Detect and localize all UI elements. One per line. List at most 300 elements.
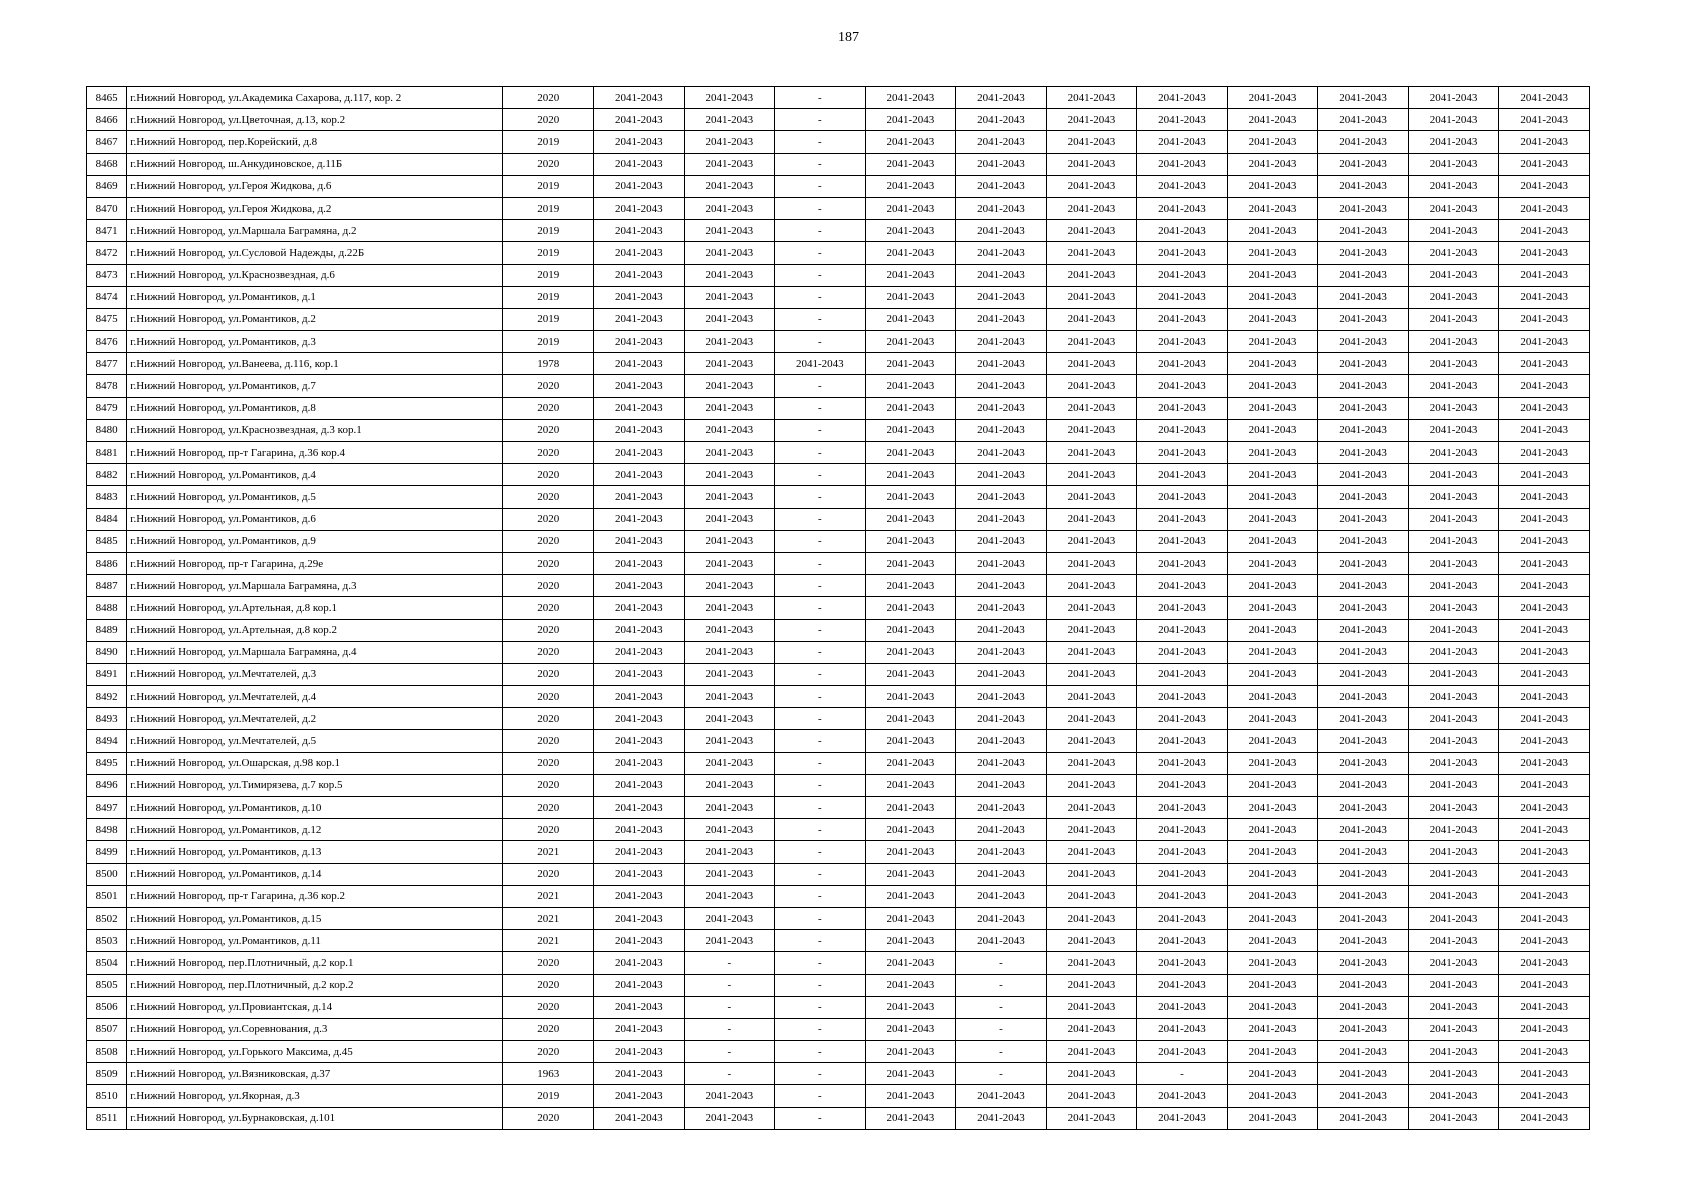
cell-period-col-1: 2041-2043 xyxy=(594,930,685,952)
cell-period-col-8: 2041-2043 xyxy=(1227,153,1318,175)
cell-period-col-4: 2041-2043 xyxy=(865,841,956,863)
cell-period-col-11: 2041-2043 xyxy=(1499,996,1590,1018)
cell-period-col-3: - xyxy=(775,397,866,419)
cell-address: г.Нижний Новгород, ул.Сусловой Надежды, д.22Б xyxy=(127,242,503,264)
cell-period-col-8: 2041-2043 xyxy=(1227,730,1318,752)
cell-period-col-4: 2041-2043 xyxy=(865,419,956,441)
cell-period-col-1: 2041-2043 xyxy=(594,508,685,530)
cell-period-col-4: 2041-2043 xyxy=(865,1063,956,1085)
cell-period-col-1: 2041-2043 xyxy=(594,730,685,752)
cell-period-col-3: - xyxy=(775,197,866,219)
cell-period-col-4: 2041-2043 xyxy=(865,907,956,929)
cell-period-col-4: 2041-2043 xyxy=(865,774,956,796)
cell-period-col-1: 2041-2043 xyxy=(594,708,685,730)
cell-period-col-10: 2041-2043 xyxy=(1408,530,1499,552)
cell-period-col-4: 2041-2043 xyxy=(865,353,956,375)
cell-period-col-3: - xyxy=(775,996,866,1018)
table-row xyxy=(87,597,1590,619)
cell-period-col-7: 2041-2043 xyxy=(1137,530,1228,552)
cell-period-col-8: 2041-2043 xyxy=(1227,797,1318,819)
cell-period-col-3: - xyxy=(775,930,866,952)
cell-period-col-11: 2041-2043 xyxy=(1499,1107,1590,1129)
cell-period-col-1: 2041-2043 xyxy=(594,1041,685,1063)
cell-period-col-1: 2041-2043 xyxy=(594,797,685,819)
cell-period-col-6: 2041-2043 xyxy=(1046,841,1137,863)
cell-period-col-7: 2041-2043 xyxy=(1137,375,1228,397)
cell-period-col-6: 2041-2043 xyxy=(1046,442,1137,464)
cell-period-col-5: 2041-2043 xyxy=(956,907,1047,929)
cell-period-col-6: 2041-2043 xyxy=(1046,530,1137,552)
cell-address: г.Нижний Новгород, ул.Романтиков, д.9 xyxy=(127,530,503,552)
cell-period-col-7: 2041-2043 xyxy=(1137,841,1228,863)
cell-address: г.Нижний Новгород, ул.Ошарская, д.98 кор.1 xyxy=(127,752,503,774)
cell-period-col-4: 2041-2043 xyxy=(865,619,956,641)
cell-period-col-1: 2041-2043 xyxy=(594,197,685,219)
cell-period-col-10: 2041-2043 xyxy=(1408,508,1499,530)
cell-year: 2019 xyxy=(503,264,594,286)
cell-period-col-7: 2041-2043 xyxy=(1137,153,1228,175)
cell-period-col-11: 2041-2043 xyxy=(1499,708,1590,730)
cell-period-col-7: 2041-2043 xyxy=(1137,619,1228,641)
cell-period-col-6: 2041-2043 xyxy=(1046,752,1137,774)
cell-year: 2020 xyxy=(503,797,594,819)
table-row xyxy=(87,197,1590,219)
table-row xyxy=(87,131,1590,153)
cell-period-col-11: 2041-2043 xyxy=(1499,575,1590,597)
cell-period-col-4: 2041-2043 xyxy=(865,397,956,419)
cell-address: г.Нижний Новгород, ул.Маршала Баграмяна, д.2 xyxy=(127,220,503,242)
table-row xyxy=(87,663,1590,685)
cell-row-number: 8480 xyxy=(87,419,127,441)
cell-period-col-2: 2041-2043 xyxy=(684,885,775,907)
cell-period-col-6: 2041-2043 xyxy=(1046,730,1137,752)
cell-period-col-7: 2041-2043 xyxy=(1137,87,1228,109)
cell-period-col-10: 2041-2043 xyxy=(1408,841,1499,863)
table-row xyxy=(87,264,1590,286)
cell-row-number: 8502 xyxy=(87,907,127,929)
cell-period-col-6: 2041-2043 xyxy=(1046,597,1137,619)
cell-period-col-6: 2041-2043 xyxy=(1046,619,1137,641)
cell-period-col-7: 2041-2043 xyxy=(1137,1107,1228,1129)
cell-address: г.Нижний Новгород, ул.Романтиков, д.13 xyxy=(127,841,503,863)
cell-period-col-6: 2041-2043 xyxy=(1046,1018,1137,1040)
cell-period-col-8: 2041-2043 xyxy=(1227,885,1318,907)
cell-period-col-6: 2041-2043 xyxy=(1046,486,1137,508)
cell-period-col-8: 2041-2043 xyxy=(1227,774,1318,796)
cell-period-col-8: 2041-2043 xyxy=(1227,974,1318,996)
cell-year: 2020 xyxy=(503,530,594,552)
cell-period-col-1: 2041-2043 xyxy=(594,175,685,197)
cell-period-col-4: 2041-2043 xyxy=(865,197,956,219)
cell-period-col-11: 2041-2043 xyxy=(1499,863,1590,885)
cell-period-col-9: 2041-2043 xyxy=(1318,242,1409,264)
cell-address: г.Нижний Новгород, ул.Тимирязева, д.7 кор.5 xyxy=(127,774,503,796)
cell-period-col-8: 2041-2043 xyxy=(1227,530,1318,552)
cell-period-col-2: 2041-2043 xyxy=(684,1085,775,1107)
cell-period-col-5: 2041-2043 xyxy=(956,486,1047,508)
cell-period-col-7: 2041-2043 xyxy=(1137,797,1228,819)
cell-year: 2020 xyxy=(503,641,594,663)
cell-period-col-3: - xyxy=(775,663,866,685)
cell-row-number: 8491 xyxy=(87,663,127,685)
cell-period-col-3: - xyxy=(775,419,866,441)
cell-period-col-3: - xyxy=(775,797,866,819)
cell-row-number: 8483 xyxy=(87,486,127,508)
cell-period-col-9: 2041-2043 xyxy=(1318,264,1409,286)
cell-period-col-2: 2041-2043 xyxy=(684,375,775,397)
table-row xyxy=(87,486,1590,508)
cell-period-col-8: 2041-2043 xyxy=(1227,286,1318,308)
cell-period-col-10: 2041-2043 xyxy=(1408,819,1499,841)
table-row xyxy=(87,442,1590,464)
cell-period-col-6: 2041-2043 xyxy=(1046,464,1137,486)
cell-address: г.Нижний Новгород, ул.Провиантская, д.14 xyxy=(127,996,503,1018)
cell-period-col-3: - xyxy=(775,220,866,242)
cell-period-col-4: 2041-2043 xyxy=(865,464,956,486)
cell-address: г.Нижний Новгород, ул.Академика Сахарова, д.117, кор. 2 xyxy=(127,87,503,109)
cell-period-col-10: 2041-2043 xyxy=(1408,1018,1499,1040)
cell-address: г.Нижний Новгород, ул.Романтиков, д.6 xyxy=(127,508,503,530)
cell-period-col-3: - xyxy=(775,597,866,619)
cell-period-col-4: 2041-2043 xyxy=(865,242,956,264)
cell-period-col-3: - xyxy=(775,264,866,286)
cell-period-col-5: 2041-2043 xyxy=(956,819,1047,841)
cell-period-col-2: - xyxy=(684,952,775,974)
cell-period-col-11: 2041-2043 xyxy=(1499,464,1590,486)
cell-period-col-4: 2041-2043 xyxy=(865,552,956,574)
cell-period-col-9: 2041-2043 xyxy=(1318,109,1409,131)
table-row xyxy=(87,397,1590,419)
cell-period-col-9: 2041-2043 xyxy=(1318,708,1409,730)
cell-period-col-5: 2041-2043 xyxy=(956,863,1047,885)
cell-period-col-9: 2041-2043 xyxy=(1318,1085,1409,1107)
cell-row-number: 8494 xyxy=(87,730,127,752)
cell-period-col-11: 2041-2043 xyxy=(1499,686,1590,708)
cell-period-col-6: 2041-2043 xyxy=(1046,131,1137,153)
cell-period-col-10: 2041-2043 xyxy=(1408,552,1499,574)
cell-period-col-2: 2041-2043 xyxy=(684,419,775,441)
cell-period-col-4: 2041-2043 xyxy=(865,1085,956,1107)
cell-row-number: 8507 xyxy=(87,1018,127,1040)
cell-period-col-2: 2041-2043 xyxy=(684,686,775,708)
cell-period-col-6: 2041-2043 xyxy=(1046,87,1137,109)
cell-row-number: 8509 xyxy=(87,1063,127,1085)
cell-period-col-4: 2041-2043 xyxy=(865,863,956,885)
cell-period-col-1: 2041-2043 xyxy=(594,286,685,308)
cell-period-col-11: 2041-2043 xyxy=(1499,552,1590,574)
cell-period-col-4: 2041-2043 xyxy=(865,1107,956,1129)
cell-address: г.Нижний Новгород, ул.Романтиков, д.1 xyxy=(127,286,503,308)
cell-period-col-11: 2041-2043 xyxy=(1499,419,1590,441)
cell-period-col-9: 2041-2043 xyxy=(1318,308,1409,330)
cell-period-col-1: 2041-2043 xyxy=(594,353,685,375)
cell-period-col-9: 2041-2043 xyxy=(1318,952,1409,974)
cell-period-col-6: 2041-2043 xyxy=(1046,375,1137,397)
cell-year: 2020 xyxy=(503,686,594,708)
cell-address: г.Нижний Новгород, ш.Анкудиновское, д.11Б xyxy=(127,153,503,175)
cell-period-col-8: 2041-2043 xyxy=(1227,308,1318,330)
cell-year: 2020 xyxy=(503,663,594,685)
cell-period-col-5: 2041-2043 xyxy=(956,552,1047,574)
cell-period-col-5: 2041-2043 xyxy=(956,641,1047,663)
cell-year: 2020 xyxy=(503,774,594,796)
cell-period-col-9: 2041-2043 xyxy=(1318,1041,1409,1063)
cell-period-col-3: - xyxy=(775,486,866,508)
cell-period-col-6: 2041-2043 xyxy=(1046,197,1137,219)
cell-address: г.Нижний Новгород, ул.Цветочная, д.13, кор.2 xyxy=(127,109,503,131)
table-row xyxy=(87,708,1590,730)
cell-period-col-5: 2041-2043 xyxy=(956,686,1047,708)
cell-period-col-3: - xyxy=(775,1041,866,1063)
cell-period-col-7: 2041-2043 xyxy=(1137,752,1228,774)
cell-period-col-4: 2041-2043 xyxy=(865,575,956,597)
cell-address: г.Нижний Новгород, ул.Романтиков, д.15 xyxy=(127,907,503,929)
cell-period-col-1: 2041-2043 xyxy=(594,308,685,330)
cell-address: г.Нижний Новгород, ул.Мечтателей, д.5 xyxy=(127,730,503,752)
cell-period-col-10: 2041-2043 xyxy=(1408,353,1499,375)
cell-period-col-9: 2041-2043 xyxy=(1318,575,1409,597)
cell-period-col-1: 2041-2043 xyxy=(594,1018,685,1040)
table-row xyxy=(87,1063,1590,1085)
cell-period-col-3: - xyxy=(775,1107,866,1129)
cell-period-col-3: - xyxy=(775,708,866,730)
cell-period-col-10: 2041-2043 xyxy=(1408,752,1499,774)
cell-period-col-11: 2041-2043 xyxy=(1499,1018,1590,1040)
cell-year: 2020 xyxy=(503,597,594,619)
cell-period-col-11: 2041-2043 xyxy=(1499,952,1590,974)
cell-period-col-5: 2041-2043 xyxy=(956,1085,1047,1107)
cell-period-col-8: 2041-2043 xyxy=(1227,508,1318,530)
cell-row-number: 8466 xyxy=(87,109,127,131)
cell-period-col-9: 2041-2043 xyxy=(1318,907,1409,929)
cell-period-col-7: 2041-2043 xyxy=(1137,486,1228,508)
cell-period-col-8: 2041-2043 xyxy=(1227,197,1318,219)
cell-row-number: 8497 xyxy=(87,797,127,819)
cell-year: 2019 xyxy=(503,286,594,308)
table-row xyxy=(87,508,1590,530)
cell-year: 2020 xyxy=(503,1018,594,1040)
cell-period-col-5: 2041-2043 xyxy=(956,197,1047,219)
cell-address: г.Нижний Новгород, ул.Краснозвездная, д.3 кор.1 xyxy=(127,419,503,441)
cell-period-col-5: 2041-2043 xyxy=(956,508,1047,530)
cell-period-col-7: 2041-2043 xyxy=(1137,641,1228,663)
cell-period-col-10: 2041-2043 xyxy=(1408,641,1499,663)
cell-period-col-3: - xyxy=(775,131,866,153)
cell-period-col-2: 2041-2043 xyxy=(684,442,775,464)
cell-period-col-11: 2041-2043 xyxy=(1499,641,1590,663)
cell-period-col-9: 2041-2043 xyxy=(1318,175,1409,197)
table-row xyxy=(87,774,1590,796)
cell-period-col-11: 2041-2043 xyxy=(1499,819,1590,841)
cell-period-col-6: 2041-2043 xyxy=(1046,220,1137,242)
cell-year: 2021 xyxy=(503,930,594,952)
cell-period-col-11: 2041-2043 xyxy=(1499,375,1590,397)
cell-period-col-5: 2041-2043 xyxy=(956,87,1047,109)
cell-period-col-1: 2041-2043 xyxy=(594,907,685,929)
cell-period-col-11: 2041-2043 xyxy=(1499,841,1590,863)
table-row xyxy=(87,464,1590,486)
table-row xyxy=(87,641,1590,663)
cell-period-col-6: 2041-2043 xyxy=(1046,286,1137,308)
cell-period-col-10: 2041-2043 xyxy=(1408,197,1499,219)
cell-period-col-1: 2041-2043 xyxy=(594,109,685,131)
table-row xyxy=(87,419,1590,441)
cell-period-col-10: 2041-2043 xyxy=(1408,375,1499,397)
cell-period-col-1: 2041-2043 xyxy=(594,442,685,464)
cell-period-col-4: 2041-2043 xyxy=(865,486,956,508)
cell-period-col-7: 2041-2043 xyxy=(1137,952,1228,974)
cell-period-col-8: 2041-2043 xyxy=(1227,1107,1318,1129)
cell-period-col-10: 2041-2043 xyxy=(1408,464,1499,486)
cell-period-col-7: 2041-2043 xyxy=(1137,575,1228,597)
cell-period-col-3: - xyxy=(775,686,866,708)
table-row xyxy=(87,109,1590,131)
cell-period-col-7: 2041-2043 xyxy=(1137,175,1228,197)
cell-period-col-8: 2041-2043 xyxy=(1227,952,1318,974)
cell-period-col-11: 2041-2043 xyxy=(1499,1063,1590,1085)
cell-period-col-9: 2041-2043 xyxy=(1318,331,1409,353)
cell-period-col-7: 2041-2043 xyxy=(1137,1041,1228,1063)
cell-period-col-10: 2041-2043 xyxy=(1408,131,1499,153)
cell-period-col-9: 2041-2043 xyxy=(1318,508,1409,530)
cell-period-col-7: 2041-2043 xyxy=(1137,220,1228,242)
cell-period-col-5: - xyxy=(956,1018,1047,1040)
cell-period-col-5: 2041-2043 xyxy=(956,175,1047,197)
cell-period-col-9: 2041-2043 xyxy=(1318,885,1409,907)
cell-period-col-9: 2041-2043 xyxy=(1318,752,1409,774)
cell-year: 1978 xyxy=(503,353,594,375)
cell-row-number: 8498 xyxy=(87,819,127,841)
cell-row-number: 8475 xyxy=(87,308,127,330)
cell-period-col-9: 2041-2043 xyxy=(1318,131,1409,153)
cell-address: г.Нижний Новгород, ул.Героя Жидкова, д.6 xyxy=(127,175,503,197)
table-row xyxy=(87,1018,1590,1040)
cell-period-col-6: 2041-2043 xyxy=(1046,397,1137,419)
cell-period-col-11: 2041-2043 xyxy=(1499,974,1590,996)
cell-period-col-8: 2041-2043 xyxy=(1227,87,1318,109)
cell-period-col-8: 2041-2043 xyxy=(1227,442,1318,464)
cell-address: г.Нижний Новгород, ул.Романтиков, д.10 xyxy=(127,797,503,819)
cell-period-col-11: 2041-2043 xyxy=(1499,442,1590,464)
cell-period-col-7: 2041-2043 xyxy=(1137,885,1228,907)
cell-period-col-2: - xyxy=(684,1018,775,1040)
cell-period-col-11: 2041-2043 xyxy=(1499,907,1590,929)
cell-period-col-1: 2041-2043 xyxy=(594,552,685,574)
cell-period-col-7: 2041-2043 xyxy=(1137,708,1228,730)
cell-period-col-2: 2041-2043 xyxy=(684,508,775,530)
cell-row-number: 8471 xyxy=(87,220,127,242)
cell-row-number: 8511 xyxy=(87,1107,127,1129)
cell-period-col-2: 2041-2043 xyxy=(684,841,775,863)
cell-period-col-8: 2041-2043 xyxy=(1227,220,1318,242)
cell-period-col-7: 2041-2043 xyxy=(1137,397,1228,419)
cell-period-col-9: 2041-2043 xyxy=(1318,464,1409,486)
cell-period-col-7: 2041-2043 xyxy=(1137,863,1228,885)
table-body xyxy=(87,87,1590,1130)
cell-period-col-1: 2041-2043 xyxy=(594,153,685,175)
cell-row-number: 8510 xyxy=(87,1085,127,1107)
cell-period-col-2: 2041-2043 xyxy=(684,797,775,819)
cell-year: 2020 xyxy=(503,974,594,996)
cell-period-col-2: 2041-2043 xyxy=(684,153,775,175)
cell-period-col-3: - xyxy=(775,530,866,552)
cell-period-col-8: 2041-2043 xyxy=(1227,663,1318,685)
cell-address: г.Нижний Новгород, ул.Маршала Баграмяна, д.3 xyxy=(127,575,503,597)
cell-period-col-1: 2041-2043 xyxy=(594,974,685,996)
cell-period-col-4: 2041-2043 xyxy=(865,641,956,663)
cell-period-col-10: 2041-2043 xyxy=(1408,952,1499,974)
cell-period-col-7: 2041-2043 xyxy=(1137,242,1228,264)
table-row xyxy=(87,930,1590,952)
cell-period-col-9: 2041-2043 xyxy=(1318,863,1409,885)
cell-year: 2020 xyxy=(503,486,594,508)
cell-period-col-6: 2041-2043 xyxy=(1046,1041,1137,1063)
cell-period-col-2: 2041-2043 xyxy=(684,286,775,308)
cell-period-col-4: 2041-2043 xyxy=(865,597,956,619)
cell-period-col-8: 2041-2043 xyxy=(1227,1018,1318,1040)
cell-year: 2020 xyxy=(503,552,594,574)
cell-period-col-11: 2041-2043 xyxy=(1499,397,1590,419)
cell-period-col-8: 2041-2043 xyxy=(1227,641,1318,663)
cell-period-col-5: 2041-2043 xyxy=(956,220,1047,242)
cell-year: 2020 xyxy=(503,708,594,730)
table-row xyxy=(87,841,1590,863)
cell-period-col-2: 2041-2043 xyxy=(684,87,775,109)
cell-period-col-4: 2041-2043 xyxy=(865,131,956,153)
cell-period-col-3: - xyxy=(775,863,866,885)
cell-period-col-1: 2041-2043 xyxy=(594,397,685,419)
cell-row-number: 8477 xyxy=(87,353,127,375)
cell-period-col-7: 2041-2043 xyxy=(1137,552,1228,574)
cell-period-col-2: 2041-2043 xyxy=(684,175,775,197)
cell-period-col-10: 2041-2043 xyxy=(1408,242,1499,264)
cell-period-col-7: 2041-2043 xyxy=(1137,419,1228,441)
cell-period-col-9: 2041-2043 xyxy=(1318,686,1409,708)
cell-period-col-9: 2041-2043 xyxy=(1318,597,1409,619)
cell-period-col-9: 2041-2043 xyxy=(1318,974,1409,996)
cell-period-col-2: 2041-2043 xyxy=(684,220,775,242)
cell-period-col-1: 2041-2043 xyxy=(594,264,685,286)
cell-period-col-9: 2041-2043 xyxy=(1318,1018,1409,1040)
cell-period-col-11: 2041-2043 xyxy=(1499,353,1590,375)
cell-period-col-9: 2041-2043 xyxy=(1318,930,1409,952)
cell-period-col-7: 2041-2043 xyxy=(1137,663,1228,685)
cell-year: 2020 xyxy=(503,464,594,486)
cell-period-col-9: 2041-2043 xyxy=(1318,730,1409,752)
cell-period-col-4: 2041-2043 xyxy=(865,175,956,197)
cell-period-col-10: 2041-2043 xyxy=(1408,264,1499,286)
cell-period-col-7: 2041-2043 xyxy=(1137,464,1228,486)
cell-period-col-8: 2041-2043 xyxy=(1227,552,1318,574)
cell-period-col-2: 2041-2043 xyxy=(684,264,775,286)
cell-period-col-5: 2041-2043 xyxy=(956,375,1047,397)
cell-period-col-11: 2041-2043 xyxy=(1499,486,1590,508)
cell-period-col-9: 2041-2043 xyxy=(1318,197,1409,219)
table-row xyxy=(87,1107,1590,1129)
table-row xyxy=(87,996,1590,1018)
cell-address: г.Нижний Новгород, пр-т Гагарина, д.36 кор.2 xyxy=(127,885,503,907)
cell-period-col-4: 2041-2043 xyxy=(865,87,956,109)
schedule-table xyxy=(86,86,1590,1130)
cell-period-col-1: 2041-2043 xyxy=(594,575,685,597)
cell-period-col-8: 2041-2043 xyxy=(1227,708,1318,730)
cell-year: 2020 xyxy=(503,419,594,441)
cell-period-col-3: - xyxy=(775,619,866,641)
cell-period-col-6: 2041-2043 xyxy=(1046,419,1137,441)
cell-period-col-6: 2041-2043 xyxy=(1046,331,1137,353)
cell-period-col-3: - xyxy=(775,641,866,663)
cell-period-col-9: 2041-2043 xyxy=(1318,841,1409,863)
